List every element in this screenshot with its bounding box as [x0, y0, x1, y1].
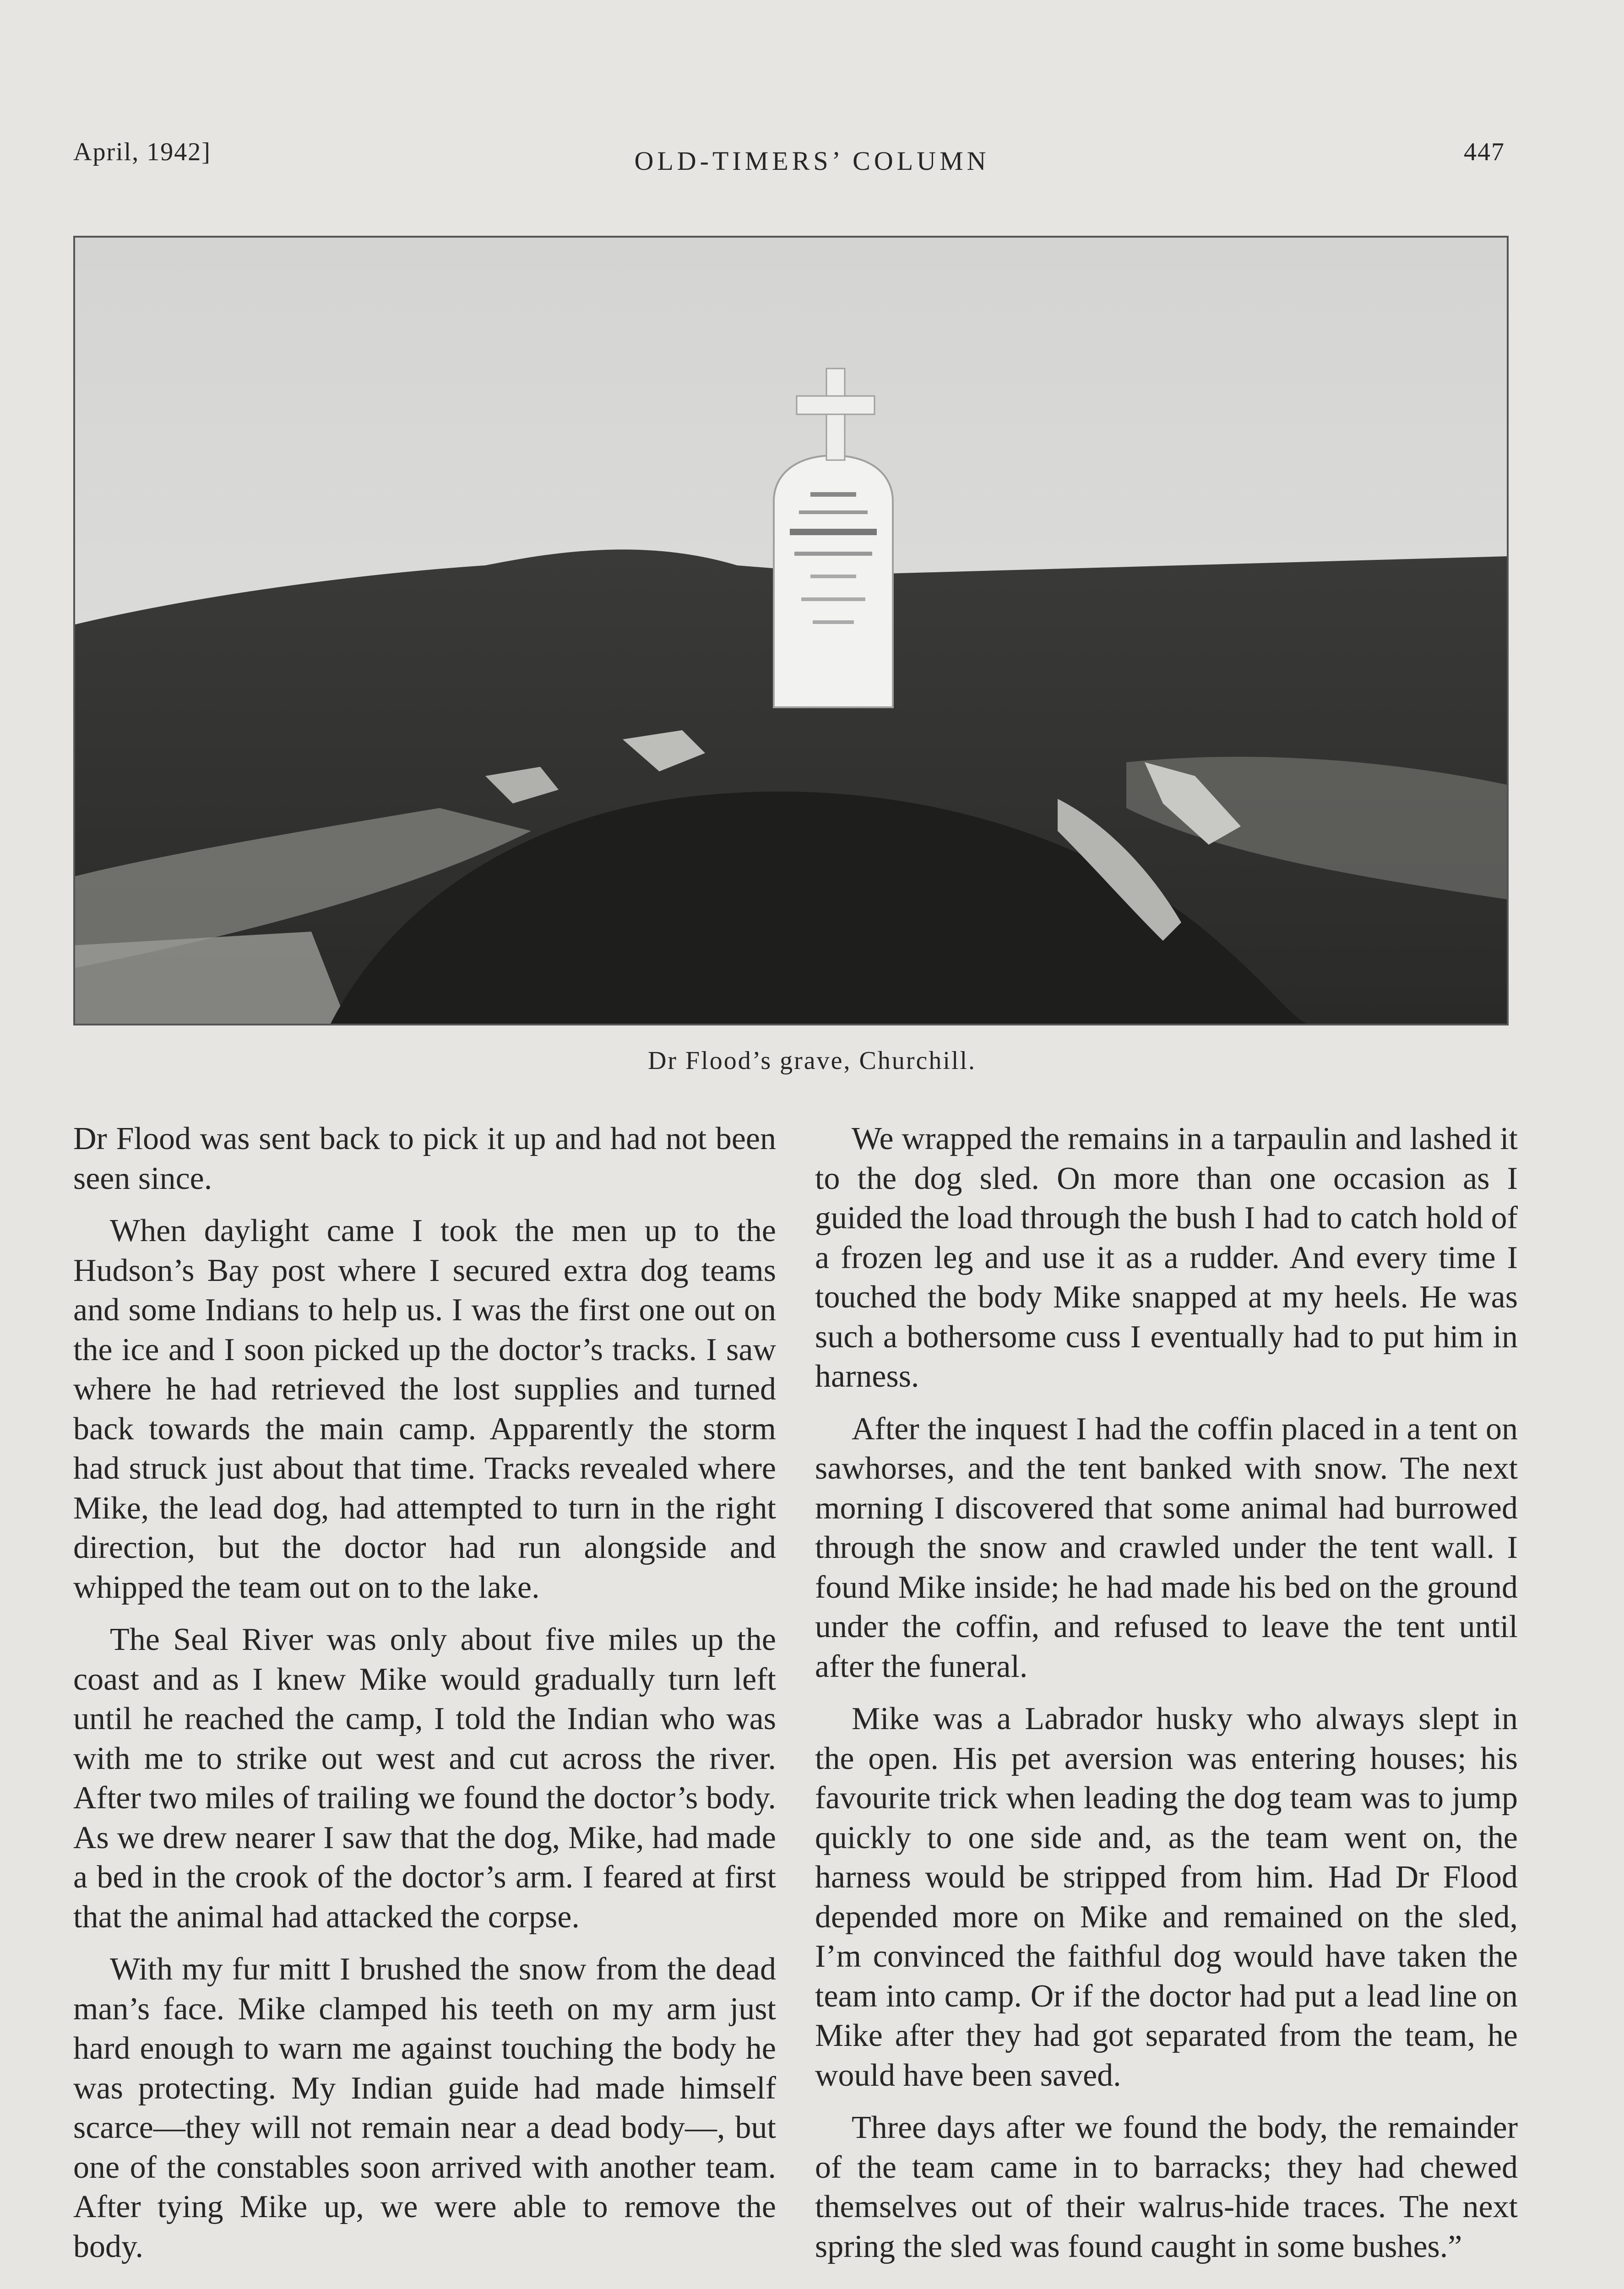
paragraph: When daylight came I took the men up to the Hudson’s Bay post where I secured extra dog teams and some Indians to help us. I was the first one out on the ice and I soon picked up the doctor’s tracks. I saw where he had retrieved the lost supplies and turned back towards the main camp. Apparently the storm had struck just about that time. Tracks revealed where Mike, the lead dog, had attempted to turn in the right direction, but the doctor had run alongside and whipped the team out on to the lake.: [73, 1213, 776, 1605]
paragraph: The Seal River was only about five miles up the coast and as I knew Mike would gradually turn left until he reached the camp, I told the Indian who was with me to strike out west and cut across the river. After two miles of trailing we found the doctor’s body. As we drew nearer I saw that the dog, Mike, had made a bed in the crook of the doctor’s arm. I feared at first that the animal had attacked the corpse.: [73, 1622, 776, 1935]
grave-photograph: [73, 236, 1509, 1025]
paragraph: Dr Flood was sent back to pick it up and had not been seen since.: [73, 1121, 776, 1196]
column-title: OLD-TIMERS’ COLUMN: [634, 146, 990, 176]
running-head: [0, 137, 1624, 179]
left-column: [73, 1119, 776, 2279]
paragraph: With my fur mitt I brushed the snow from the dead man’s face. Mike clamped his teeth on my arm just hard enough to warn me against touching the body he was protecting. My Indian guide had made himself scarce—they will not remain near a dead body—, but one of the constables soon arrived with another team. After tying Mike up, we were able to remove the body.: [73, 1952, 776, 2264]
paragraph: We wrapped the remains in a tarpaulin and lashed it to the dog sled. On more than one occasion as I guided the load through the bush I had to catch hold of a frozen leg and use it as a rudder. And every time I touched the body Mike snapped at my heels. He was such a bothersome cuss I eventually had to put him in harness.: [815, 1121, 1518, 1394]
paragraph: After the inquest I had the coffin placed in a tent on sawhorses, and the tent banked with snow. The next morning I discovered that some animal had burrowed through the snow and crawled under the tent wall. I found Mike inside; he had made his bed on the ground under the coffin, and refused to leave the tent until after the funeral.: [815, 1411, 1518, 1684]
paragraph: Three days after we found the body, the remainder of the team came in to barracks; they had chewed themselves out of their walrus-hide traces. The next spring the sled was found caught in some bushes.”: [815, 2110, 1518, 2264]
issue-date: April, 1942]: [73, 138, 211, 166]
grave-photo-illustration: [73, 236, 1509, 1025]
figure-caption: Dr Flood’s grave, Churchill.: [647, 1047, 977, 1075]
paragraph: Mike was a Labrador husky who always slept in the open. His pet aversion was entering houses; his favourite trick when leading the dog team was to jump quickly to one side and, as the team went on, the harness would be stripped from him. Had Dr Flood depended more on Mike and remained on the sled, I’m convinced the faithful dog would have taken the team into camp. Or if the doctor had put a lead line on Mike after they had got separated from the team, he would have been saved.: [815, 1701, 1518, 2093]
page-number: 447: [1464, 138, 1505, 166]
right-column: [815, 1119, 1518, 2279]
